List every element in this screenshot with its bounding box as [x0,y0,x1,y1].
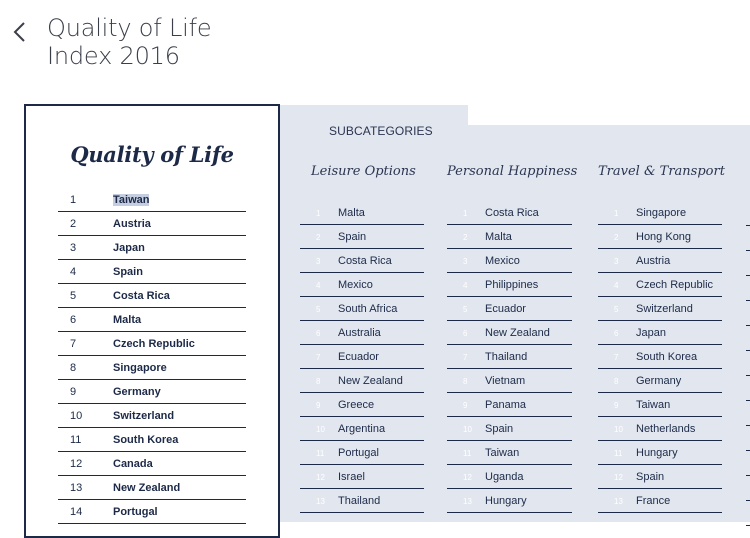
subcategory-row[interactable] [447,394,572,417]
overall-row[interactable] [58,476,246,500]
rank-number: 4 [70,265,77,278]
rank-number: 7 [70,337,77,350]
rank-number: 13 [70,481,83,494]
subcategory-row[interactable] [447,346,572,369]
subcategory-list [598,202,722,514]
subcategory-row[interactable] [447,322,572,345]
subcategory-row[interactable] [300,322,424,345]
country-name: New Zealand [113,481,181,494]
rank-number: 3 [463,256,468,266]
overall-row[interactable] [58,236,246,260]
country-name: Malta [338,207,365,219]
rank-number: 5 [316,304,321,314]
subcategory-row[interactable] [447,202,572,225]
country-name: South Korea [113,433,179,446]
subcategory-row[interactable] [447,466,572,489]
subcategory-row[interactable] [300,202,424,225]
overall-row[interactable] [58,308,246,332]
subcategory-row[interactable] [598,202,722,225]
back-button[interactable] [10,18,34,46]
country-name: Philippines [485,279,539,291]
subcategory-row[interactable] [300,274,424,297]
subcategory-heading: Personal Happiness [447,164,578,179]
subcategory-row[interactable] [598,466,722,489]
country-name: Malta [113,313,142,326]
country-name: Switzerland [113,409,175,422]
country-name: France [636,495,671,507]
country-name: Hungary [636,447,678,459]
rank-number: 1 [463,208,468,218]
country-name: Mexico [338,279,373,291]
overall-row[interactable] [58,356,246,380]
rank-number: 2 [316,232,321,242]
rank-number: 9 [463,400,468,410]
country-name: Costa Rica [113,289,170,302]
overall-row[interactable] [58,284,246,308]
subcategory-row[interactable] [598,298,722,321]
subcategory-row[interactable] [598,274,722,297]
rank-number: 13 [463,496,472,506]
country-name: Taiwan [636,399,671,411]
country-name: Portugal [113,505,158,518]
country-name: Czech Republic [113,337,195,350]
country-name: Singapore [113,361,167,374]
subcategory-row[interactable] [447,274,572,297]
rank-number: 11 [316,448,325,458]
rank-number: 10 [316,424,325,434]
subcategory-row[interactable] [447,298,572,321]
country-name: Switzerland [636,303,693,315]
country-name: Spain [636,471,665,483]
rank-number: 12 [463,472,472,482]
chevron-left-icon [10,18,34,46]
country-name: Australia [338,327,381,339]
subcategory-row[interactable] [598,370,722,393]
subcategory-row[interactable] [300,490,424,513]
subcategory-row[interactable] [300,466,424,489]
overall-row[interactable] [58,332,246,356]
subcategory-row[interactable] [598,394,722,417]
country-name: Argentina [338,423,386,435]
rank-number: 10 [614,424,623,434]
rank-number: 11 [70,433,82,446]
subcategory-row[interactable] [300,442,424,465]
rank-number: 7 [614,352,619,362]
subcategory-row[interactable] [300,226,424,249]
country-name: Costa Rica [338,255,392,267]
rank-number: 5 [614,304,619,314]
page-title-line1: Quality of Life [47,14,212,42]
country-name: South Korea [636,351,698,363]
subcategory-row[interactable] [598,442,722,465]
rank-number: 6 [316,328,321,338]
country-name: Ecuador [485,303,526,315]
rank-number: 7 [316,352,321,362]
page-title [47,14,347,70]
overall-row[interactable] [58,452,246,476]
rank-number: 11 [463,448,472,458]
rank-number: 6 [70,313,77,326]
country-name: Germany [113,385,161,398]
rank-number: 9 [614,400,619,410]
country-name: Taiwan [113,193,150,206]
rank-number: 10 [463,424,472,434]
subcategory-column-happiness [447,164,578,507]
rank-number: 5 [70,289,77,302]
subcategory-row[interactable] [300,418,424,441]
country-name: Israel [338,471,365,483]
country-name: New Zealand [485,327,550,339]
subcategory-list [300,202,424,514]
rank-number: 3 [70,241,77,254]
country-name: Austria [113,217,151,230]
panel-notch [468,105,750,125]
country-name: New Zealand [338,375,403,387]
overall-row[interactable] [58,380,246,404]
rank-number: 2 [70,217,77,230]
overall-ranking-panel [24,104,280,538]
country-name: Hong Kong [636,231,692,243]
rank-number: 12 [614,472,623,482]
subcategory-row[interactable] [447,370,572,393]
rank-number: 9 [316,400,321,410]
subcategory-heading: Leisure Options [311,164,416,179]
subcategory-row[interactable] [447,226,572,249]
country-name: Thailand [485,351,528,363]
overall-row[interactable] [58,428,246,452]
rank-number: 4 [316,280,321,290]
rank-number: 2 [463,232,468,242]
rank-number: 3 [316,256,321,266]
rank-number: 9 [70,385,77,398]
rank-number: 6 [614,328,619,338]
subcategory-row[interactable] [300,298,424,321]
subcategory-column-leisure [300,164,416,507]
overall-list [58,188,246,524]
rank-number: 1 [70,193,77,206]
rank-number: 13 [614,496,623,506]
subcategory-row[interactable] [447,442,572,465]
rank-number: 13 [316,496,325,506]
rank-number: 4 [463,280,468,290]
overall-row[interactable] [58,500,246,524]
subcategory-row[interactable] [300,394,424,417]
rank-number: 8 [316,376,321,386]
subcategory-row[interactable] [598,490,722,513]
rank-number: 1 [614,208,619,218]
subcategory-row[interactable] [300,250,424,273]
country-name: Greece [338,399,375,411]
subcategory-row[interactable] [598,226,722,249]
country-name: Japan [113,241,145,254]
country-name: Thailand [338,495,381,507]
country-name: Canada [113,457,153,470]
rank-number: 2 [614,232,619,242]
country-name: Ecuador [338,351,379,363]
country-name: South Africa [338,303,398,315]
country-name: Panama [485,399,526,411]
rank-number: 11 [614,448,623,458]
subcategory-row[interactable] [598,250,722,273]
country-name: Singapore [636,207,687,219]
overall-row[interactable] [58,188,246,212]
overall-row[interactable] [58,260,246,284]
country-name: Czech Republic [636,279,714,291]
country-name: Costa Rica [485,207,539,219]
rank-number: 4 [614,280,619,290]
country-name: Portugal [338,447,379,459]
subcategory-row[interactable] [300,370,424,393]
rank-number: 7 [463,352,468,362]
rank-number: 12 [316,472,325,482]
subcategories-label: SUBCATEGORIES [329,124,433,138]
country-name: Taiwan [485,447,520,459]
next-column-edge [746,202,750,527]
page-title-line2: Index 2016 [47,42,180,70]
subcategory-row[interactable] [300,346,424,369]
country-name: Netherlands [636,423,696,435]
subcategory-heading: Travel & Transport [598,164,725,179]
subcategory-column-travel [598,164,725,507]
rank-number: 8 [463,376,468,386]
rank-number: 10 [70,409,83,422]
country-name: Hungary [485,495,527,507]
country-name: Spain [485,423,514,435]
overall-heading: Quality of Life [70,142,234,167]
country-name: Malta [485,231,512,243]
rank-number: 6 [463,328,468,338]
subcategory-row[interactable] [447,418,572,441]
subcategory-row[interactable] [447,250,572,273]
overall-row[interactable] [58,404,246,428]
rank-number: 1 [316,208,321,218]
country-name: Spain [338,231,367,243]
rank-number: 5 [463,304,468,314]
subcategory-row[interactable] [598,322,722,345]
country-name: Uganda [485,471,524,483]
subcategory-row[interactable] [447,490,572,513]
rank-number: 8 [70,361,77,374]
rank-number: 14 [70,505,83,518]
country-name: Japan [636,327,666,339]
rank-number: 12 [70,457,83,470]
country-name: Mexico [485,255,520,267]
rank-number: 8 [614,376,619,386]
country-name: Austria [636,255,671,267]
rank-number: 3 [614,256,619,266]
country-name: Spain [113,265,143,278]
country-name: Germany [636,375,682,387]
subcategory-row[interactable] [598,346,722,369]
subcategory-row[interactable] [598,418,722,441]
subcategory-list [447,202,572,514]
country-name: Vietnam [485,375,526,387]
overall-row[interactable] [58,212,246,236]
